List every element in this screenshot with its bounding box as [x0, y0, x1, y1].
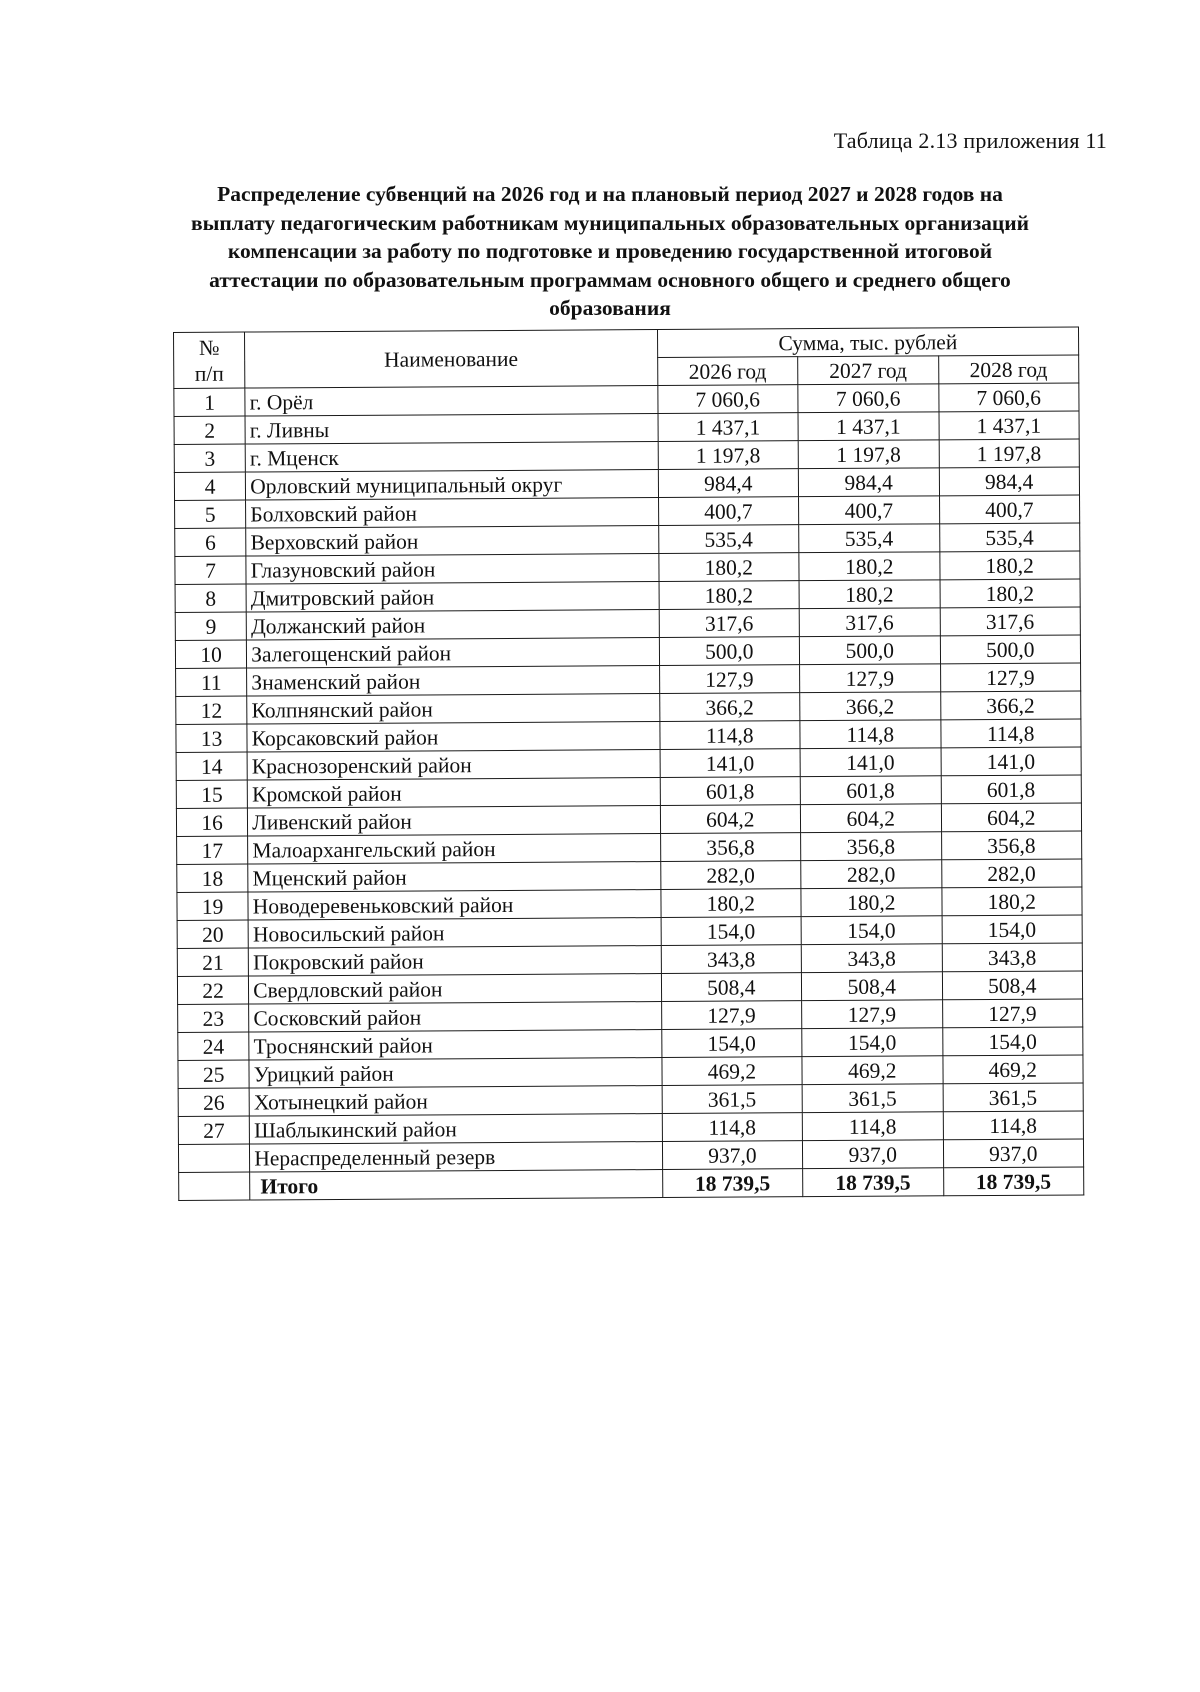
header-sum: Сумма, тыс. рублей: [657, 327, 1079, 358]
row-value-2027: 604,2: [800, 804, 941, 833]
row-name: Глазуновский район: [246, 554, 659, 585]
row-value-2027: 937,0: [802, 1140, 943, 1169]
total-label: Итого: [250, 1170, 663, 1201]
row-value-2026: 400,7: [658, 497, 799, 526]
row-value-2026: 469,2: [662, 1057, 803, 1086]
row-value-2027: 366,2: [800, 692, 941, 721]
row-value-2026: 180,2: [659, 581, 800, 610]
row-number: 21: [177, 948, 248, 976]
row-value-2028: 400,7: [939, 495, 1080, 524]
row-value-2026: 356,8: [660, 833, 801, 862]
row-value-2026: 535,4: [658, 525, 799, 554]
row-value-2028: 114,8: [940, 719, 1081, 748]
row-number: 5: [175, 500, 246, 528]
row-value-2028: 180,2: [941, 887, 1082, 916]
row-name: г. Мценск: [245, 442, 658, 473]
row-value-2026: 114,8: [662, 1113, 803, 1142]
header-number: [174, 332, 246, 388]
row-value-2027: 141,0: [800, 748, 941, 777]
row-value-2026: 500,0: [659, 637, 800, 666]
row-value-2027: 984,4: [798, 468, 939, 497]
title-line: Распределение субвенций на 2026 год и на плановый период 2027 и 2028 годов на: [217, 182, 1003, 206]
header-number-symbol: №: [198, 335, 220, 360]
row-name: Колпнянский район: [247, 694, 660, 725]
row-value-2026: 141,0: [660, 749, 801, 778]
row-value-2028: 154,0: [942, 1027, 1083, 1056]
row-number: 10: [175, 640, 246, 668]
row-name: г. Орёл: [245, 386, 658, 417]
row-value-2028: 366,2: [940, 691, 1081, 720]
row-value-2026: 154,0: [661, 1029, 802, 1058]
row-number: 6: [175, 528, 246, 556]
row-name: Хотынецкий район: [249, 1086, 662, 1117]
row-number: 23: [178, 1004, 249, 1032]
row-name: Малоархангельский район: [248, 834, 661, 865]
row-value-2026: 154,0: [661, 917, 802, 946]
row-value-2026: 937,0: [662, 1141, 803, 1170]
row-name: г. Ливны: [245, 414, 658, 445]
row-value-2027: 1 197,8: [798, 440, 939, 469]
row-value-2026: 361,5: [662, 1085, 803, 1114]
row-number: 14: [176, 752, 247, 780]
row-value-2028: 469,2: [942, 1055, 1083, 1084]
row-number: 12: [176, 696, 247, 724]
row-value-2027: 500,0: [799, 636, 940, 665]
row-value-2028: 180,2: [939, 551, 1080, 580]
total-value-2027: 18 739,5: [803, 1168, 944, 1197]
row-value-2027: 154,0: [801, 916, 942, 945]
row-value-2026: 180,2: [658, 553, 799, 582]
row-value-2027: 114,8: [802, 1112, 943, 1141]
row-name: Урицкий район: [249, 1058, 662, 1089]
row-number: [178, 1144, 249, 1172]
row-number: 7: [175, 556, 246, 584]
header-year-2028: 2028 год: [938, 355, 1079, 384]
row-number: 1: [174, 388, 245, 416]
row-value-2028: 317,6: [940, 607, 1081, 636]
row-value-2028: 601,8: [941, 775, 1082, 804]
row-number: 8: [175, 584, 246, 612]
row-value-2026: 601,8: [660, 777, 801, 806]
row-value-2026: 366,2: [659, 693, 800, 722]
row-value-2028: 984,4: [939, 467, 1080, 496]
row-value-2027: 469,2: [802, 1056, 943, 1085]
row-number: 11: [176, 668, 247, 696]
title-line: аттестации по образовательным программам основного общего и среднего общего: [209, 267, 1011, 292]
row-value-2028: 1 437,1: [939, 411, 1080, 440]
total-value-2028: 18 739,5: [943, 1167, 1084, 1196]
row-value-2027: 127,9: [800, 664, 941, 693]
row-value-2027: 361,5: [802, 1084, 943, 1113]
row-value-2026: 984,4: [658, 469, 799, 498]
row-value-2026: 127,9: [659, 665, 800, 694]
row-value-2026: 114,8: [659, 721, 800, 750]
row-value-2026: 127,9: [661, 1001, 802, 1030]
row-value-2027: 343,8: [801, 944, 942, 973]
row-name: Знаменский район: [247, 666, 660, 697]
row-number: 3: [174, 444, 245, 472]
row-value-2026: 1 437,1: [658, 413, 799, 442]
row-number: 15: [176, 780, 247, 808]
row-value-2026: 604,2: [660, 805, 801, 834]
title-line: компенсации за работу по подготовке и проведению государственной итоговой: [227, 239, 993, 263]
row-name: Покровский район: [248, 946, 661, 977]
row-value-2028: 154,0: [942, 915, 1083, 944]
total-number: [179, 1172, 250, 1200]
row-value-2027: 7 060,6: [798, 384, 939, 413]
row-value-2028: 127,9: [942, 999, 1083, 1028]
row-value-2027: 127,9: [802, 1000, 943, 1029]
row-value-2027: 601,8: [800, 776, 941, 805]
row-name: Сосковский район: [249, 1002, 662, 1033]
row-number: 4: [174, 472, 245, 500]
row-value-2027: 535,4: [799, 524, 940, 553]
row-name: Орловский муниципальный округ: [246, 470, 659, 501]
row-number: 18: [177, 864, 248, 892]
row-value-2028: 180,2: [940, 579, 1081, 608]
row-value-2027: 356,8: [801, 832, 942, 861]
table-reference: Таблица 2.13 приложения 11: [833, 128, 1107, 153]
row-value-2028: 141,0: [941, 747, 1082, 776]
row-value-2026: 282,0: [660, 861, 801, 890]
row-value-2027: 180,2: [801, 888, 942, 917]
row-value-2028: 500,0: [940, 635, 1081, 664]
row-number: 24: [178, 1032, 249, 1060]
row-number: 27: [178, 1116, 249, 1144]
distribution-table: [173, 326, 1084, 1201]
row-name: Болховский район: [246, 498, 659, 529]
row-value-2026: 343,8: [661, 945, 802, 974]
row-value-2028: 343,8: [942, 943, 1083, 972]
row-value-2026: 7 060,6: [657, 385, 798, 414]
row-name: Дмитровский район: [246, 582, 659, 613]
row-name: Корсаковский район: [247, 722, 660, 753]
row-number: 16: [176, 808, 247, 836]
document-title: [130, 180, 1090, 323]
row-number: 9: [175, 612, 246, 640]
row-name: Новодеревеньковский район: [248, 890, 661, 921]
row-name: Кромской район: [247, 778, 660, 809]
row-name: Шаблыкинский район: [250, 1114, 663, 1145]
row-value-2027: 400,7: [799, 496, 940, 525]
row-name: Троснянский район: [249, 1030, 662, 1061]
row-name: Должанский район: [246, 610, 659, 641]
table-body: [174, 383, 1084, 1201]
row-value-2026: 1 197,8: [658, 441, 799, 470]
row-value-2028: 535,4: [939, 523, 1080, 552]
row-value-2028: 361,5: [943, 1083, 1084, 1112]
row-value-2027: 154,0: [802, 1028, 943, 1057]
header-name: Наименование: [245, 330, 658, 389]
row-value-2028: 127,9: [940, 663, 1081, 692]
row-value-2027: 1 437,1: [798, 412, 939, 441]
row-value-2027: 508,4: [801, 972, 942, 1001]
row-value-2028: 114,8: [943, 1111, 1084, 1140]
row-value-2028: 282,0: [941, 859, 1082, 888]
row-name: Краснозоренский район: [247, 750, 660, 781]
total-value-2026: 18 739,5: [662, 1169, 803, 1198]
row-value-2026: 317,6: [659, 609, 800, 638]
row-name: Нераспределенный резерв: [250, 1142, 663, 1173]
row-number: 26: [178, 1088, 249, 1116]
row-name: Новосильский район: [248, 918, 661, 949]
row-name: Залегощенский район: [247, 638, 660, 669]
row-value-2028: 604,2: [941, 803, 1082, 832]
row-value-2028: 508,4: [942, 971, 1083, 1000]
row-value-2028: 937,0: [943, 1139, 1084, 1168]
title-line: образования: [549, 296, 671, 320]
row-number: 22: [177, 976, 248, 1004]
header-number-abbr: п/п: [194, 361, 224, 386]
row-name: Верховский район: [246, 526, 659, 557]
header-year-2027: 2027 год: [798, 356, 939, 385]
row-name: Ливенский район: [248, 806, 661, 837]
title-line: выплату педагогическим работникам муниципальных образовательных организаций: [190, 210, 1030, 235]
row-value-2027: 180,2: [799, 552, 940, 581]
row-value-2026: 180,2: [661, 889, 802, 918]
row-number: 17: [177, 836, 248, 864]
row-value-2027: 282,0: [801, 860, 942, 889]
row-value-2028: 1 197,8: [939, 439, 1080, 468]
table-total-row: [179, 1167, 1084, 1201]
row-number: 2: [174, 416, 245, 444]
row-value-2028: 356,8: [941, 831, 1082, 860]
row-value-2027: 114,8: [800, 720, 941, 749]
row-number: 19: [177, 892, 248, 920]
row-value-2026: 508,4: [661, 973, 802, 1002]
row-number: 25: [178, 1060, 249, 1088]
row-value-2027: 180,2: [799, 580, 940, 609]
row-name: Свердловский район: [249, 974, 662, 1005]
row-number: 13: [176, 724, 247, 752]
row-name: Мценский район: [248, 862, 661, 893]
row-value-2028: 7 060,6: [938, 383, 1079, 412]
row-value-2027: 317,6: [799, 608, 940, 637]
header-year-2026: 2026 год: [657, 357, 798, 386]
row-number: 20: [177, 920, 248, 948]
